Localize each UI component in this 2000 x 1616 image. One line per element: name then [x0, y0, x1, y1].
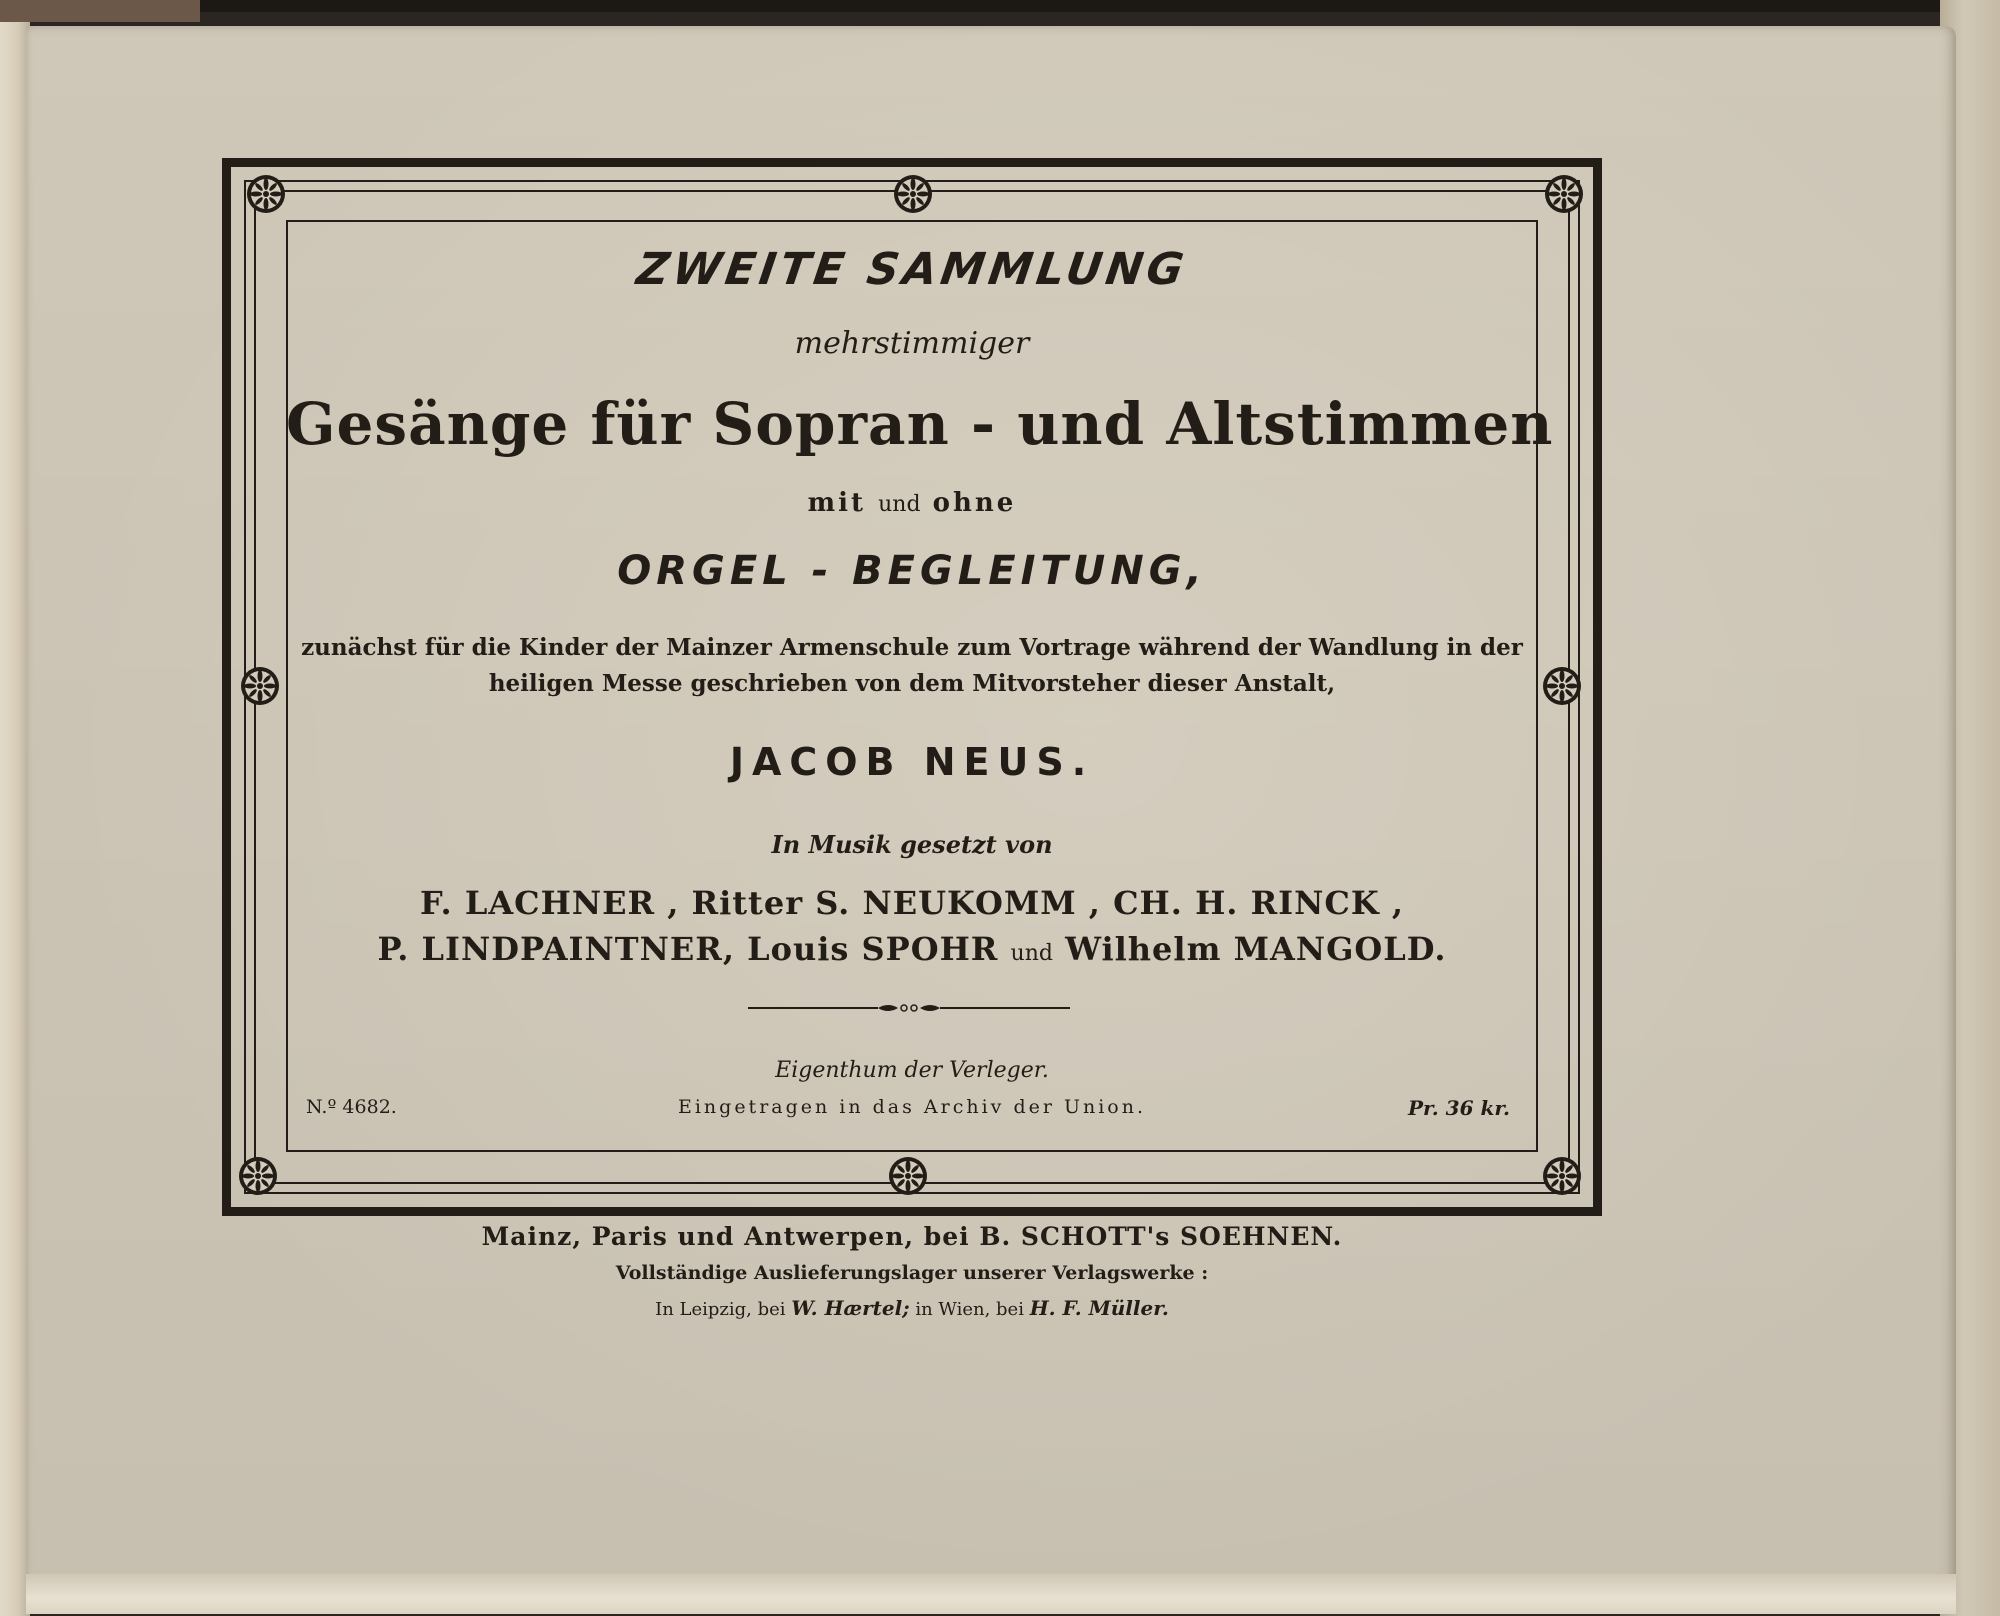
with-without-line — [286, 488, 1538, 518]
page-bottom-edge — [26, 1574, 1956, 1614]
composers-names-a: P. LINDPAINTNER, Louis SPOHR — [377, 930, 999, 968]
word-ohne: ohne — [932, 488, 1017, 518]
depot-wien-name: H. F. Müller. — [1029, 1296, 1169, 1320]
registration-notice: Eingetragen in das Archiv der Union. — [677, 1096, 1147, 1118]
composers-names-b: Wilhelm MANGOLD. — [1065, 930, 1447, 968]
depot-leipzig-name: W. Hærtel; — [791, 1296, 910, 1320]
composers-line-1: F. LACHNER , Ritter S. NEUKOMM , CH. H. RINCK , — [420, 884, 1404, 922]
depots-line — [222, 1296, 1602, 1320]
plate-number: N.º 4682. — [306, 1096, 397, 1118]
publisher-imprint: Mainz, Paris und Antwerpen, bei B. SCHOTT's SOEHNEN. — [481, 1222, 1343, 1251]
collection-heading: ZWEITE SAMMLUNG — [633, 244, 1191, 295]
ornamental-divider-icon — [748, 1000, 1070, 1016]
ownership-notice: Eigenthum der Verleger. — [775, 1058, 1049, 1083]
author-name: JACOB NEUS. — [729, 740, 1095, 784]
main-title: Gesänge für Sopran - und Altstimmen — [286, 390, 1554, 458]
rosette-ornament-icon — [238, 664, 282, 708]
organ-accompaniment-heading: ORGEL - BEGLEITUNG, — [617, 548, 1207, 594]
depot-leipzig-label: In Leipzig, bei — [655, 1299, 786, 1320]
dedication-line-1: zunächst für die Kinder der Mainzer Armenschule zum Vortrage während der Wandlung in der — [301, 634, 1523, 661]
top-shadow — [200, 0, 2000, 12]
word-mit: mit — [807, 488, 867, 518]
binding-edge — [0, 0, 200, 22]
rosette-ornament-icon — [1540, 1154, 1584, 1198]
word-und: und — [878, 492, 921, 517]
composed-by-label: In Musik gesetzt von — [771, 830, 1053, 859]
depot-wien-label: in Wien, bei — [915, 1299, 1024, 1320]
rosette-ornament-icon — [236, 1154, 280, 1198]
composers-line-2 — [286, 930, 1538, 968]
rosette-ornament-icon — [891, 172, 935, 216]
rosette-ornament-icon — [1540, 664, 1584, 708]
depots-heading: Vollständige Auslieferungslager unserer Verlagswerke : — [615, 1262, 1209, 1284]
subtitle-mehrstimmiger: mehrstimmiger — [794, 326, 1030, 361]
rosette-ornament-icon — [244, 172, 288, 216]
price: Pr. 36 kr. — [1408, 1096, 1510, 1120]
dedication-line-2: heiligen Messe geschrieben von dem Mitvorsteher dieser Anstalt, — [488, 670, 1336, 697]
word-und: und — [1010, 941, 1053, 966]
rosette-ornament-icon — [886, 1154, 930, 1198]
rosette-ornament-icon — [1542, 172, 1586, 216]
